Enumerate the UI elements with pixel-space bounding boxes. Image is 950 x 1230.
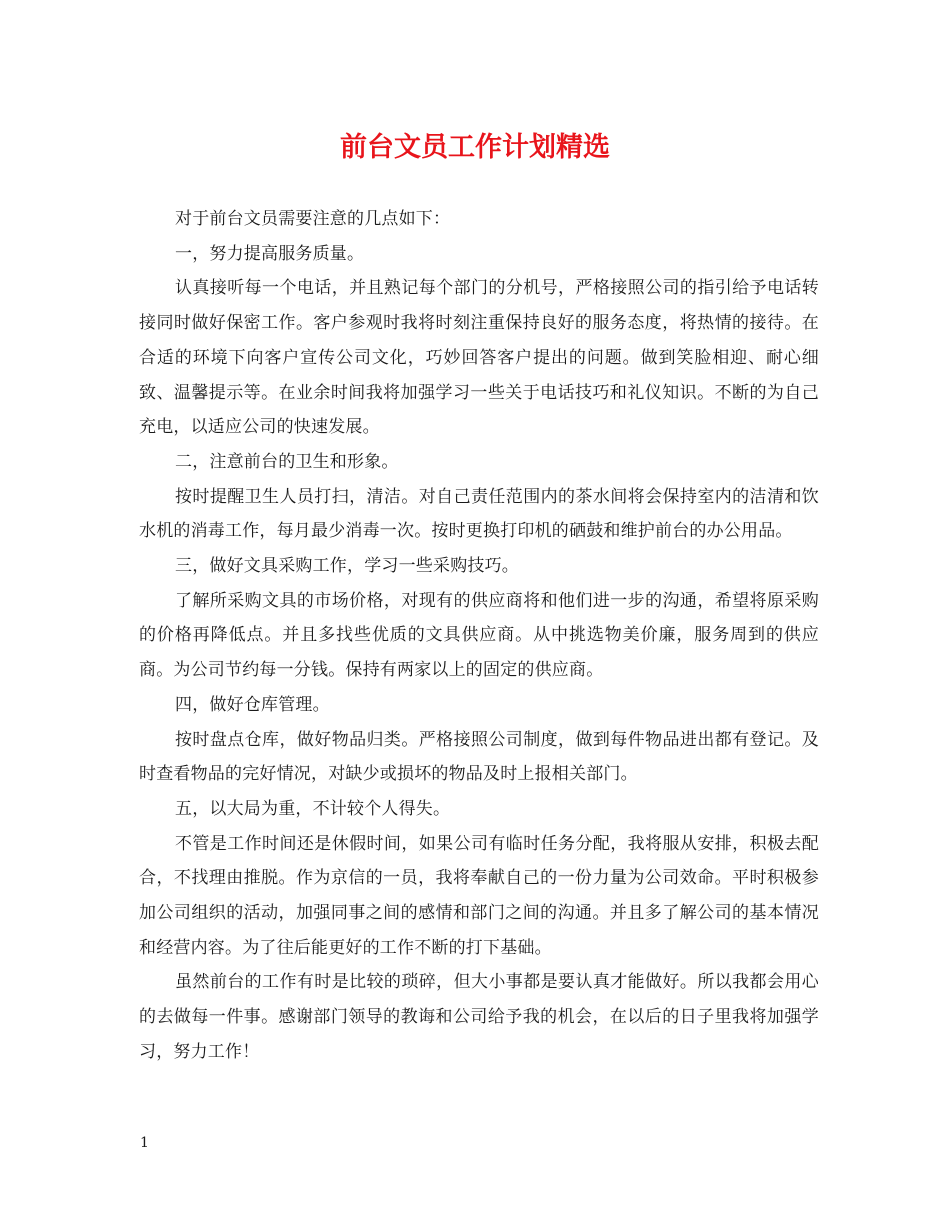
paragraph-big-picture: 不管是工作时间还是休假时间，如果公司有临时任务分配，我将服从安排，积极去配合，不找理由推脱。作为京信的一员，我将奉献自己的一份力量为公司效命。平时积极参加公司组织的活动，加强同事之间的感情和部门之间的沟通。并且多了解公司的基本情况和经营内容。为了往后能更好的工作不断的打下基础。 <box>139 833 819 958</box>
paragraph-intro: 对于前台文员需要注意的几点如下： <box>175 209 451 229</box>
paragraph-warehouse: 按时盘点仓库，做好物品归类。严格接照公司制度，做到每件物品进出都有登记。及时查看物品的完好情况，对缺少或损坏的物品及时上报相关部门。 <box>139 729 819 785</box>
heading-big-picture: 五，以大局为重，不计较个人得失。 <box>175 798 451 819</box>
heading-service-quality: 一，努力提高服务质量。 <box>175 243 365 264</box>
paragraph-conclusion: 虽然前台的工作有时是比较的琐碎，但大小事都是要认真才能做好。所以我都会用心的去做每一件事。感谢部门领导的教诲和公司给予我的机会，在以后的日子里我将加强学习，努力工作！ <box>139 972 819 1062</box>
paragraph-service-quality: 认真接听每一个电话，并且熟记每个部门的分机号，严格接照公司的指引给予电话转接同时做好保密工作。客户参观时我将时刻注重保持良好的服务态度，将热情的接待。在合适的环境下向客户宣传公司文化，巧妙回答客户提出的问题。做到笑脸相迎、耐心细致、温馨提示等。在业余时间我将加强学习一些关于电话技巧和礼仪知识。不断的为自己充电，以适应公司的快速发展。 <box>139 278 819 438</box>
paragraph-stationery-purchase: 了解所采购文具的市场价格，对现有的供应商将和他们进一步的沟通，希望将原采购的价格再降低点。并且多找些优质的文具供应商。从中挑选物美价廉，服务周到的供应商。为公司节约每一分钱。保持有两家以上的固定的供应商。 <box>139 590 819 681</box>
document-title: 前台文员工作计划精选 <box>340 132 610 163</box>
heading-warehouse: 四，做好仓库管理。 <box>175 694 330 715</box>
paragraph-hygiene-image: 按时提醒卫生人员打扫，清洁。对自己责任范围内的茶水间将会保持室内的洁清和饮水机的消毒工作，每月最少消毒一次。按时更换打印机的硒鼓和维护前台的办公用品。 <box>139 486 819 542</box>
heading-hygiene-image: 二，注意前台的卫生和形象。 <box>175 451 399 472</box>
heading-stationery-purchase: 三，做好文具采购工作，学习一些采购技巧。 <box>175 556 519 577</box>
page-number: 1 <box>140 1135 149 1151</box>
document-body <box>139 202 819 1070</box>
